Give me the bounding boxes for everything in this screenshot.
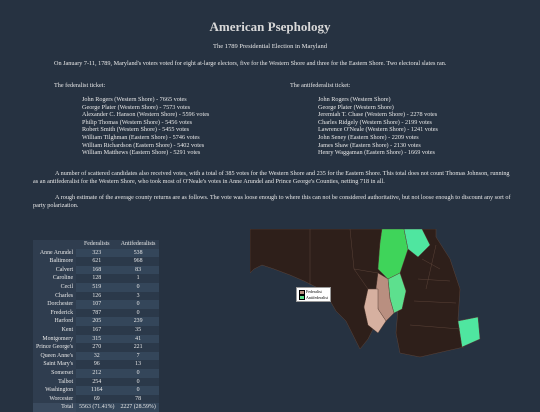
list-item: Charles Ridgely (Western Shore) - 2199 votes bbox=[318, 118, 432, 126]
federalist-votes: 69 bbox=[76, 395, 117, 404]
list-item: William Matthews (Eastern Shore) - 5291 votes bbox=[82, 149, 201, 157]
antifederalist-votes: 0 bbox=[117, 300, 158, 309]
county-map bbox=[250, 229, 490, 359]
list-item: Lawrence O'Neale (Western Shore) - 1241 votes bbox=[318, 126, 438, 134]
county-name: Baltimore bbox=[33, 257, 76, 266]
antifederalist-votes: 41 bbox=[117, 335, 158, 344]
estimate-paragraph: A rough estimate of the average county returns are as follows. The vote was loose enough to where this can not be considered authoritative, but not loose enough to discount any sort of party polarization. bbox=[33, 194, 511, 209]
county-name: Saint Mary's bbox=[33, 360, 76, 369]
list-item: George Plater (Western Shore) bbox=[318, 103, 394, 111]
map-legend bbox=[296, 287, 331, 302]
federalist-votes: 519 bbox=[76, 283, 117, 292]
table-row bbox=[33, 378, 159, 387]
antifederalist-votes: 78 bbox=[117, 395, 158, 404]
list-item: John Rogers (Western Shore) bbox=[318, 96, 391, 103]
legend-item-federalist: Federalist bbox=[299, 289, 328, 295]
federalist-votes: 254 bbox=[76, 378, 117, 387]
antifederalist-votes: 239 bbox=[117, 317, 158, 326]
list-item: James Shaw (Eastern Shore) - 2130 votes bbox=[318, 141, 421, 149]
table-row bbox=[33, 369, 159, 378]
federalist-votes: 32 bbox=[76, 352, 117, 361]
county-name: Prince George's bbox=[33, 343, 76, 352]
federalist-heading: The federalist ticket: bbox=[54, 82, 106, 89]
county-name: Queen Anne's bbox=[33, 352, 76, 361]
federalist-votes: 270 bbox=[76, 343, 117, 352]
antifederalist-votes: 7 bbox=[117, 352, 158, 361]
antifederalist-list bbox=[318, 96, 438, 157]
county-name: Calvert bbox=[33, 266, 76, 275]
column-header-federalists: Federalists bbox=[76, 240, 117, 249]
table-row bbox=[33, 274, 159, 283]
antifederalist-votes: 35 bbox=[117, 326, 158, 335]
county-name: Dorchester bbox=[33, 300, 76, 309]
antifederalist-votes: 968 bbox=[117, 257, 158, 266]
antifederalist-votes: 0 bbox=[117, 283, 158, 292]
table-row bbox=[33, 326, 159, 335]
federalist-votes: 128 bbox=[76, 274, 117, 283]
county-name: Talbot bbox=[33, 378, 76, 387]
table-row bbox=[33, 300, 159, 309]
antifederalist-votes: 0 bbox=[117, 386, 158, 395]
list-item: William Richardson (Eastern Shore) - 5402 votes bbox=[82, 141, 205, 149]
table-row bbox=[33, 292, 159, 301]
federalist-votes: 205 bbox=[76, 317, 117, 326]
antifederalist-votes: 221 bbox=[117, 343, 158, 352]
table-row bbox=[33, 266, 159, 275]
page-title: American Psephology bbox=[209, 19, 331, 34]
total-federalist: 5563 (71.41%) bbox=[76, 403, 117, 412]
intro-paragraph: On January 7-11, 1789, Maryland's voters voted for eight at-large electors, five for the Western Shore and three for the Eastern Shore. Two electoral slates ran. bbox=[54, 60, 447, 67]
county-name: Charles bbox=[33, 292, 76, 301]
federalist-votes: 1164 bbox=[76, 386, 117, 395]
federalist-votes: 787 bbox=[76, 309, 117, 318]
table-row bbox=[33, 343, 159, 352]
table-header-row bbox=[33, 240, 159, 249]
total-label: Total bbox=[33, 403, 76, 412]
total-antifederalist: 2227 (28.59%) bbox=[117, 403, 158, 412]
table-row bbox=[33, 386, 159, 395]
antifederalist-votes: 0 bbox=[117, 309, 158, 318]
list-item: Robert Smith (Western Shore) - 5455 votes bbox=[82, 126, 190, 134]
table-row bbox=[33, 360, 159, 369]
federalist-votes: 212 bbox=[76, 369, 117, 378]
county-returns-table bbox=[33, 240, 159, 412]
federalist-votes: 168 bbox=[76, 266, 117, 275]
federalist-votes: 167 bbox=[76, 326, 117, 335]
antifederalist-votes: 538 bbox=[117, 249, 158, 258]
antifederalist-votes: 0 bbox=[117, 369, 158, 378]
antifederalist-votes: 1 bbox=[117, 274, 158, 283]
scattered-votes-paragraph: A number of scattered candidates also received votes, with a total of 385 votes for the Western Shore and 235 for the Eastern Shore. This total does not count Thomas Johnson, running as an antifederalist for the Western Shore, who took most of O'Neale's votes in Anne Arundel and Prince George's Counties, netting 718 in all. bbox=[33, 170, 510, 185]
federalist-votes: 107 bbox=[76, 300, 117, 309]
county-name: Frederick bbox=[33, 309, 76, 318]
table-row bbox=[33, 395, 159, 404]
antifederalist-swatch bbox=[299, 295, 305, 300]
federalist-list bbox=[82, 96, 209, 157]
table-row bbox=[33, 309, 159, 318]
list-item: George Plater (Western Shore) - 7573 votes bbox=[82, 103, 190, 111]
federalist-swatch bbox=[299, 290, 305, 295]
county-name: Caroline bbox=[33, 274, 76, 283]
antifederalist-votes: 0 bbox=[117, 378, 158, 387]
county-name: Harford bbox=[33, 317, 76, 326]
map-county-worcester bbox=[458, 317, 480, 347]
antifederalist-heading: The antifederalist ticket: bbox=[290, 82, 351, 89]
list-item: Alexander C. Hanson (Western Shore) - 5596 votes bbox=[82, 111, 210, 119]
antifederalist-votes: 3 bbox=[117, 292, 158, 301]
federalist-votes: 315 bbox=[76, 335, 117, 344]
county-name: Somerset bbox=[33, 369, 76, 378]
table-row bbox=[33, 257, 159, 266]
federalist-votes: 621 bbox=[76, 257, 117, 266]
county-name: Worcester bbox=[33, 395, 76, 404]
county-name: Anne Arundel bbox=[33, 249, 76, 258]
county-name: Washington bbox=[33, 386, 76, 395]
list-item: Philip Thomas (Western Shore) - 5456 votes bbox=[82, 118, 193, 126]
table-row bbox=[33, 317, 159, 326]
county-name: Montgomery bbox=[33, 335, 76, 344]
table-row bbox=[33, 283, 159, 292]
federalist-votes: 96 bbox=[76, 360, 117, 369]
table-row bbox=[33, 352, 159, 361]
table-row bbox=[33, 335, 159, 344]
column-header-antifederalists: Antifederalists bbox=[117, 240, 158, 249]
page-subtitle: The 1789 Presidential Election in Maryland bbox=[213, 43, 327, 50]
list-item: John Rogers (Western Shore) - 7665 votes bbox=[82, 96, 187, 103]
table-row bbox=[33, 249, 159, 258]
list-item: William Tilghman (Eastern Shore) - 5746 votes bbox=[82, 133, 200, 141]
federalist-votes: 323 bbox=[76, 249, 117, 258]
legend-item-antifederalist: Antifederalist bbox=[299, 295, 328, 301]
antifederalist-votes: 13 bbox=[117, 360, 158, 369]
antifederalist-votes: 83 bbox=[117, 266, 158, 275]
county-name: Cecil bbox=[33, 283, 76, 292]
county-name: Kent bbox=[33, 326, 76, 335]
list-item: Henry Waggaman (Eastern Shore) - 1669 votes bbox=[318, 149, 435, 157]
list-item: John Seney (Eastern Shore) - 2209 votes bbox=[318, 133, 419, 141]
federalist-votes: 126 bbox=[76, 292, 117, 301]
list-item: Jeremiah T. Chase (Western Shore) - 2278 votes bbox=[318, 111, 438, 119]
